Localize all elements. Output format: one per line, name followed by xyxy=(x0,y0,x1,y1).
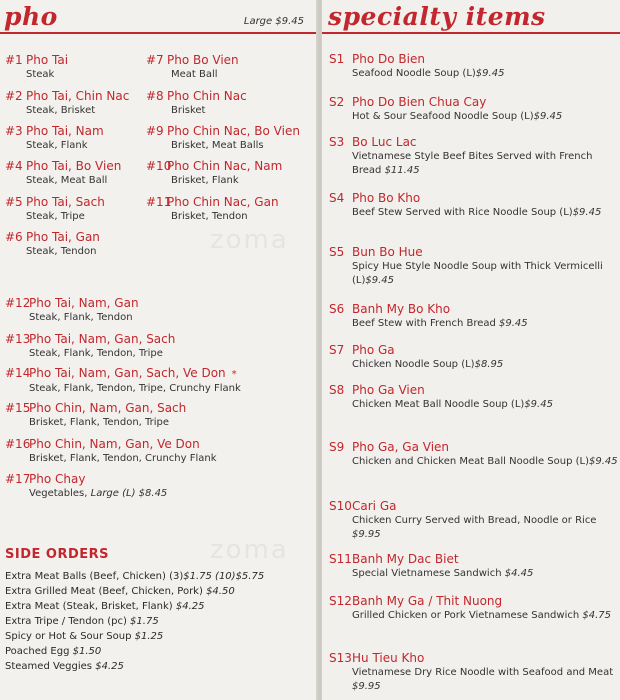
item-name: Pho Chin Nac, Bo Vien xyxy=(167,124,300,138)
item-number: #2 xyxy=(5,89,23,103)
side-order-text: Poached Egg xyxy=(5,646,73,657)
side-order-row xyxy=(5,659,264,674)
item-name: Cari Ga xyxy=(352,499,397,513)
item-name: Pho Ga xyxy=(352,343,395,357)
item-number: #1 xyxy=(5,53,23,67)
item-number: S5 xyxy=(329,245,345,259)
item-name: Banh My Dac Biet xyxy=(352,552,459,566)
item-number: #14 xyxy=(5,366,31,380)
side-order-row xyxy=(5,614,264,629)
pho-item xyxy=(5,401,186,429)
specialty-item xyxy=(329,552,619,581)
item-desc: Brisket, Flank, Tendon, Crunchy Flank xyxy=(29,453,217,464)
pho-item xyxy=(5,437,217,465)
item-desc: Brisket, Flank xyxy=(171,175,239,186)
item-number: S11 xyxy=(329,552,352,566)
specialty-item xyxy=(329,95,619,124)
item-price: $4.75 xyxy=(582,610,612,621)
item-price: $9.95 xyxy=(352,528,381,540)
pho-item xyxy=(5,124,104,152)
item-number: #3 xyxy=(5,124,23,138)
item-price: $9.45 xyxy=(475,68,505,79)
specialty-item xyxy=(329,499,619,541)
pho-item xyxy=(5,195,105,223)
item-name: Pho Chin Nac, Gan xyxy=(167,195,279,209)
item-name: Pho Chin, Nam, Gan, Sach xyxy=(29,401,187,415)
item-name: Pho Ga, Ga Vien xyxy=(352,440,450,454)
item-name: Pho Tai, Nam, Gan xyxy=(29,296,139,310)
item-desc: Brisket, Meat Balls xyxy=(171,140,264,151)
item-number: #9 xyxy=(146,124,164,138)
item-number: S3 xyxy=(329,135,345,149)
specialty-item xyxy=(329,440,619,469)
specialty-item xyxy=(329,651,619,693)
item-desc: Steak, Tripe xyxy=(26,211,85,222)
side-order-price: $1.75 (10)$5.75 xyxy=(183,571,265,582)
item-number: #8 xyxy=(146,89,164,103)
item-name: Hu Tieu Kho xyxy=(352,651,425,665)
side-order-price: $4.25 xyxy=(95,661,124,672)
item-desc: Seafood Noodle Soup (L) xyxy=(352,68,476,79)
pho-item xyxy=(5,332,175,360)
pho-item xyxy=(146,89,247,117)
item-price: $9.45 xyxy=(524,399,553,410)
item-desc: Hot & Sour Seafood Noodle Soup (L) xyxy=(352,111,534,122)
pho-price-note: Large $9.45 xyxy=(243,16,304,27)
side-order-row xyxy=(5,599,264,614)
side-order-row xyxy=(5,569,264,584)
item-desc: Vietnamese Dry Rice Noodle with Seafood and Meat xyxy=(352,667,614,678)
item-desc: Meat Ball xyxy=(171,69,218,80)
item-desc: Beef Stew with French Bread xyxy=(352,318,500,329)
item-name: Pho Tai, Sach xyxy=(26,195,105,209)
item-number: #16 xyxy=(5,437,31,451)
spicy-mark: * xyxy=(231,369,237,380)
item-desc: Vietnamese Style Beef Bites Served with French Bread xyxy=(352,151,593,176)
item-name: Pho Tai, Gan xyxy=(26,230,100,244)
item-number: S12 xyxy=(329,594,352,608)
item-desc: Steak, Flank xyxy=(26,140,88,151)
item-name: Bo Luc Lac xyxy=(352,135,417,149)
item-name: Pho Do Bien xyxy=(352,52,425,66)
item-price: $11.45 xyxy=(384,164,420,176)
side-order-row xyxy=(5,584,264,599)
specialty-page xyxy=(322,0,620,700)
item-desc: Beef Stew Served with Rice Noodle Soup (L) xyxy=(352,207,573,218)
item-price: $4.45 xyxy=(504,568,534,579)
item-name: Pho Tai, Nam, Gan, Sach xyxy=(29,332,176,346)
pho-item xyxy=(146,159,282,187)
specialty-item xyxy=(329,594,619,623)
item-desc: Steak, Meat Ball xyxy=(26,175,108,186)
item-price: $9.45 xyxy=(533,111,563,122)
side-order-price: $4.25 xyxy=(175,601,205,612)
specialty-item xyxy=(329,383,619,412)
pho-item xyxy=(5,89,129,117)
pho-item xyxy=(146,53,239,81)
item-name: Pho Tai, Bo Vien xyxy=(26,159,122,173)
specialty-item xyxy=(329,135,619,177)
item-number: #13 xyxy=(5,332,31,346)
item-number: #6 xyxy=(5,230,23,244)
specialty-item xyxy=(329,191,619,220)
pho-section-title: pho xyxy=(4,2,58,31)
item-name: Pho Tai, Chin Nac xyxy=(26,89,130,103)
item-number: #4 xyxy=(5,159,23,173)
item-name: Pho Tai, Nam xyxy=(26,124,104,138)
specialty-item xyxy=(329,245,619,287)
pho-item xyxy=(5,53,68,81)
item-desc: Steak, Flank, Tendon, Tripe xyxy=(29,348,163,359)
pho-header xyxy=(0,4,318,34)
item-number: #10 xyxy=(146,159,172,173)
side-order-price: $4.50 xyxy=(206,586,235,597)
specialty-header xyxy=(322,4,620,34)
item-number: S4 xyxy=(329,191,345,205)
pho-item xyxy=(5,159,121,187)
side-order-row xyxy=(5,629,264,644)
item-desc: Chicken Curry Served with Bread, Noodle or Rice xyxy=(352,515,597,526)
item-number: #7 xyxy=(146,53,164,67)
item-name: Pho Do Bien Chua Cay xyxy=(352,95,487,109)
item-number: S2 xyxy=(329,95,345,109)
item-desc: Chicken Meat Ball Noodle Soup (L) xyxy=(352,399,525,410)
specialty-item xyxy=(329,302,619,331)
item-desc: Steak, Brisket xyxy=(26,105,96,116)
item-number: #11 xyxy=(146,195,172,209)
item-name: Pho Ga Vien xyxy=(352,383,425,397)
item-name: Pho Tai, Nam, Gan, Sach, Ve Don xyxy=(29,366,226,380)
specialty-item xyxy=(329,343,619,372)
item-number: #15 xyxy=(5,401,31,415)
pho-item xyxy=(146,195,279,223)
watermark: zoma xyxy=(210,535,289,565)
item-desc: Chicken Noodle Soup (L) xyxy=(352,359,475,370)
item-number: #17 xyxy=(5,472,31,486)
item-name: Pho Chin, Nam, Gan, Ve Don xyxy=(29,437,200,451)
item-desc: Spicy Hue Style Noodle Soup with Thick Vermicelli (L) xyxy=(352,261,603,286)
side-order-text: Extra Meat Balls (Beef, Chicken) (3) xyxy=(5,571,184,582)
item-name: Bun Bo Hue xyxy=(352,245,423,259)
side-order-price: $1.75 xyxy=(130,616,159,627)
item-desc: Brisket, Flank, Tendon, Tripe xyxy=(29,417,170,428)
watermark: zoma xyxy=(210,225,289,255)
item-desc: Steak xyxy=(26,69,55,80)
item-price: $9.45 xyxy=(589,456,618,467)
item-price: $8.95 xyxy=(474,359,504,370)
item-desc: Brisket, Tendon xyxy=(171,211,248,222)
item-number: S1 xyxy=(329,52,345,66)
item-number: #5 xyxy=(5,195,23,209)
pho-item xyxy=(5,296,139,324)
item-number: S7 xyxy=(329,343,345,357)
item-desc: Chicken and Chicken Meat Ball Noodle Soup (L) xyxy=(352,456,590,467)
item-number: S9 xyxy=(329,440,345,454)
side-orders-list xyxy=(5,569,264,674)
side-order-price: $1.50 xyxy=(72,646,102,657)
item-price: Large (L) $8.45 xyxy=(90,488,168,499)
side-order-text: Extra Tripe / Tendon (pc) xyxy=(5,616,131,627)
side-order-text: Extra Meat (Steak, Brisket, Flank) xyxy=(5,601,176,612)
item-desc: Steak, Flank, Tendon, Tripe, Crunchy Flank xyxy=(29,383,241,394)
item-number: S13 xyxy=(329,651,352,665)
side-order-row xyxy=(5,644,264,659)
item-desc: Vegetables, xyxy=(29,488,91,499)
pho-item xyxy=(146,124,300,152)
item-number: S10 xyxy=(329,499,352,513)
item-name: Pho Chin Nac xyxy=(167,89,247,103)
item-desc: Special Vietnamese Sandwich xyxy=(352,568,505,579)
side-order-price: $1.25 xyxy=(134,631,164,642)
item-price: $9.45 xyxy=(365,274,395,286)
item-number: #12 xyxy=(5,296,31,310)
item-name: Pho Chay xyxy=(29,472,86,486)
item-name: Pho Chin Nac, Nam xyxy=(167,159,283,173)
side-order-text: Extra Grilled Meat (Beef, Chicken, Pork) xyxy=(5,586,207,597)
item-desc: Brisket xyxy=(171,105,206,116)
item-number: S6 xyxy=(329,302,345,316)
item-name: Pho Tai xyxy=(26,53,69,67)
item-number: S8 xyxy=(329,383,345,397)
item-desc: Steak, Tendon xyxy=(26,246,97,257)
side-order-text: Spicy or Hot & Sour Soup xyxy=(5,631,135,642)
item-desc: Grilled Chicken or Pork Vietnamese Sandwich xyxy=(352,610,583,621)
side-order-text: Steamed Veggies xyxy=(5,661,96,672)
specialty-section-title: specialty items xyxy=(328,2,546,31)
item-price: $9.45 xyxy=(572,207,602,218)
pho-item xyxy=(5,366,241,395)
side-orders-title: SIDE ORDERS xyxy=(5,547,110,562)
item-desc: Steak, Flank, Tendon xyxy=(29,312,133,323)
item-name: Pho Bo Kho xyxy=(352,191,421,205)
item-price: $9.45 xyxy=(499,318,528,329)
pho-item xyxy=(5,230,100,258)
item-name: Pho Bo Vien xyxy=(167,53,239,67)
pho-item xyxy=(5,472,167,500)
item-name: Banh My Bo Kho xyxy=(352,302,451,316)
item-price: $9.95 xyxy=(352,680,381,692)
item-name: Banh My Ga / Thit Nuong xyxy=(352,594,503,608)
specialty-item xyxy=(329,52,619,81)
